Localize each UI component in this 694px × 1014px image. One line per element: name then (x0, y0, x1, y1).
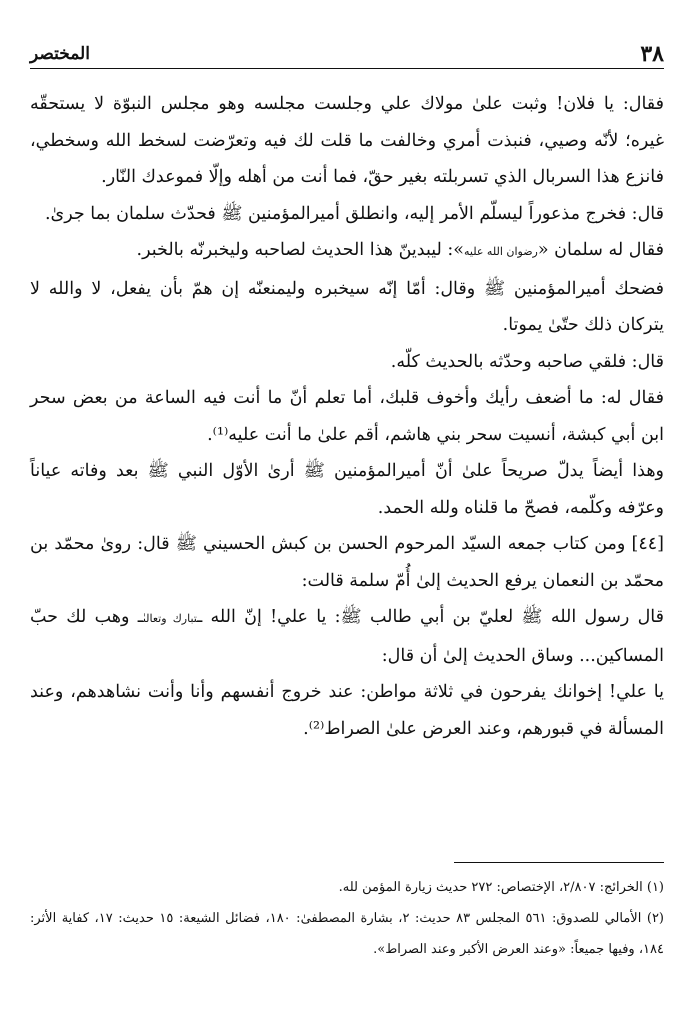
main-text (30, 86, 664, 747)
paragraph: يا علي! إخوانك يفرحون في ثلاثة مواطن: عند خروج أنفسهم وأنا وأنت نشاهدهم، وعند المسألة في قبورهم، وعند العرض علىٰ الصراط⁽²⁾. (30, 682, 664, 739)
paragraph: قال: فلقي صاحبه وحدّثه بالحديث كلّه. (390, 351, 664, 372)
footnote: (١) الخرائج: ٢/٨٠٧، الإختصاص: ٢٧٢ حديث زيارة المؤمن لله. (338, 880, 664, 895)
footnote: (٢) الأمالي للصدوق: ٥٦١ المجلس ٨٣ حديث: ٢، بشارة المصطفىٰ: ١٨٠، فضائل الشيعة: ١٥ حديث: ١٧، كفاية الأثر: ١٨٤، وفيها جميعاً: «وعند العرض الأكبر وعند الصراط». (30, 911, 664, 957)
paragraph-text: قال رسول الله ﷺ لعليّ بن أبي طالب ﷺ: يا علي! إنّ الله ـ (197, 607, 664, 627)
paragraph: [٤٤] ومن كتاب جمعه السيّد المرحوم الحسن بن كبش الحسيني ﷺ قال: روىٰ محمّد بن محمّد بن النعمان يرفع الحديث إلىٰ أُمّ سلمة قالت: (30, 534, 664, 591)
page-number: ٣٨ (640, 41, 664, 67)
honorific-small: تبارك وتعالىٰ (142, 612, 198, 625)
paragraph-text: فقال له سلمان « (537, 240, 664, 260)
footnote-divider (454, 862, 664, 863)
running-title: المختصر (30, 44, 90, 64)
page-header (30, 40, 664, 69)
paragraph: قال: فخرج مذعوراً ليسلّم الأمر إليه، وانطلق أميرالمؤمنين ﷺ فحدّث سلمان بما جرىٰ. (44, 203, 664, 224)
footnotes (30, 872, 664, 965)
paragraph (30, 232, 664, 271)
paragraph: فضحك أميرالمؤمنين ﷺ وقال: أمّا إنّه سيخبره وليمنعنّه إن همّ بأن يفعل، لا والله لا يتركان ذلك حتّىٰ يموتا. (30, 278, 664, 335)
paragraph-text: ـ وهب لك حبّ المساكين... وساق الحديث إلىٰ أن قال: (30, 607, 664, 666)
paragraph-text: »: ليبدينّ هذا الحديث لصاحبه وليخبرنّه بالخبر. (136, 240, 465, 260)
paragraph: وهذا أيضاً يدلّ صريحاً علىٰ أنّ أميرالمؤمنين ﷺ أرىٰ الأوّل النبي ﷺ بعد وفاته عياناً وعرّفه وكلّمه، فصحّ ما قلناه ولله الحمد. (30, 461, 664, 518)
paragraph (30, 599, 664, 674)
paragraph: فقال: يا فلان! وثبت علىٰ مولاك علي وجلست مجلسه وهو مجلس النبوّة لا يستحقّه غيره؛ لأنّه وصيي، فنبذت أمري وخالفت ما قلت لك فيه وتعرّضت لسخط الله وسخطي، فانزع هذا السربال الذي تسربلته بغير حقّ، فما أنت من أهله وإلّا فموعدك النّار. (30, 94, 664, 187)
honorific-small: رضوان الله عليه (464, 245, 538, 258)
paragraph: فقال له: ما أضعف رأيك وأخوف قلبك، أما تعلم أنّ ما أنت فيه الساعة من بعض سحر ابن أبي كبشة، أنسيت سحر بني هاشم، أقم علىٰ ما أنت عليه⁽¹⁾. (30, 388, 664, 445)
